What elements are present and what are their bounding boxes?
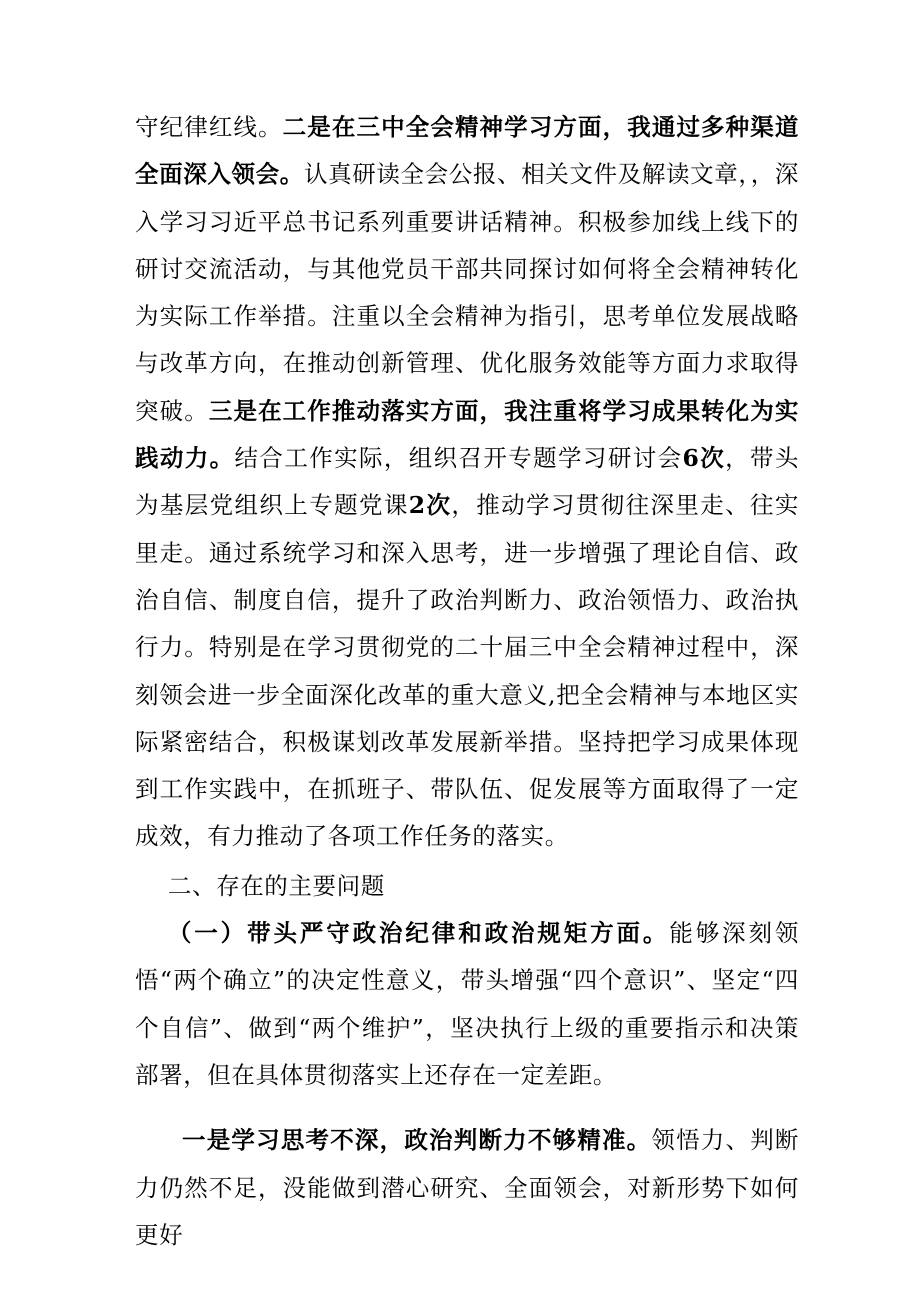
text-segment: 认真研读全会公报、相关文件及解读文章，，深入学习习近平总书记系列重要讲话精神。积极参加线上线下的研讨交流活动，与其他党员干部共同探讨如何将全会精神转化为实际工作举措。注重以全会精神为指引，思考单位发展战略与改革方向，在推动创新管理、优化服务效能等方面力求取得突破。 [135, 160, 799, 425]
spacer [135, 1099, 799, 1117]
bold-count-lectures: 2次 [408, 491, 452, 520]
document-body [135, 104, 799, 1259]
text-segment: 领悟力、判断力仍然不足，没能做到潜心研究、全面领会，对新形势下如何更好 [135, 1126, 799, 1249]
bold-count-seminars: 6次 [682, 444, 726, 473]
section-heading-text: 二、存在的主要问题 [167, 871, 385, 900]
text-segment: 结合工作实际，组织召开专题学习研讨会 [234, 444, 683, 473]
paragraph-problem-one [135, 1117, 799, 1259]
text-segment: 守纪律红线。 [135, 113, 283, 141]
bold-point-three: 三是在工作推动落实方面，我注重将学习成果转化为实践动力。 [135, 396, 799, 473]
text-segment: ，带头为基层党组织上专题党课 [135, 444, 799, 520]
bold-point-one: 一是学习思考不深，政治判断力不够精准。 [182, 1126, 652, 1155]
paragraph-study-summary [135, 104, 799, 861]
text-segment: 能够深刻领悟“两个确立”的决定性意义，带头增强“四个意识”、坚定“四个自信”、做到“两个维护”，坚决执行上级的重要指示和决策部署，但在具体贯彻落实上还存在一定差距。 [135, 919, 799, 1089]
section-heading [135, 863, 799, 910]
text-segment: ，推动学习贯彻往深里走、往实里走。通过系统学习和深入思考，进一步增强了理论自信、政治自信、制度自信，提升了政治判断力、政治领悟力、政治执行力。特别是在学习贯彻党的二十届三中全会精神过程中，深刻领会进一步全面深化改革的重大意义,把全会精神与本地区实际紧密结合，积极谋划改革发展新举措。坚持把学习成果体现到工作实践中，在抓班子、带队伍、促发展等方面取得了一定成效，有力推动了各项工作任务的落实。 [135, 491, 799, 851]
subsection-heading: （一）带头严守政治纪律和政治规矩方面。 [167, 919, 670, 948]
bold-point-two: 二是在三中全会精神学习方面，我通过多种渠道全面深入领会。 [135, 113, 799, 189]
paragraph-political-discipline [135, 910, 799, 1099]
